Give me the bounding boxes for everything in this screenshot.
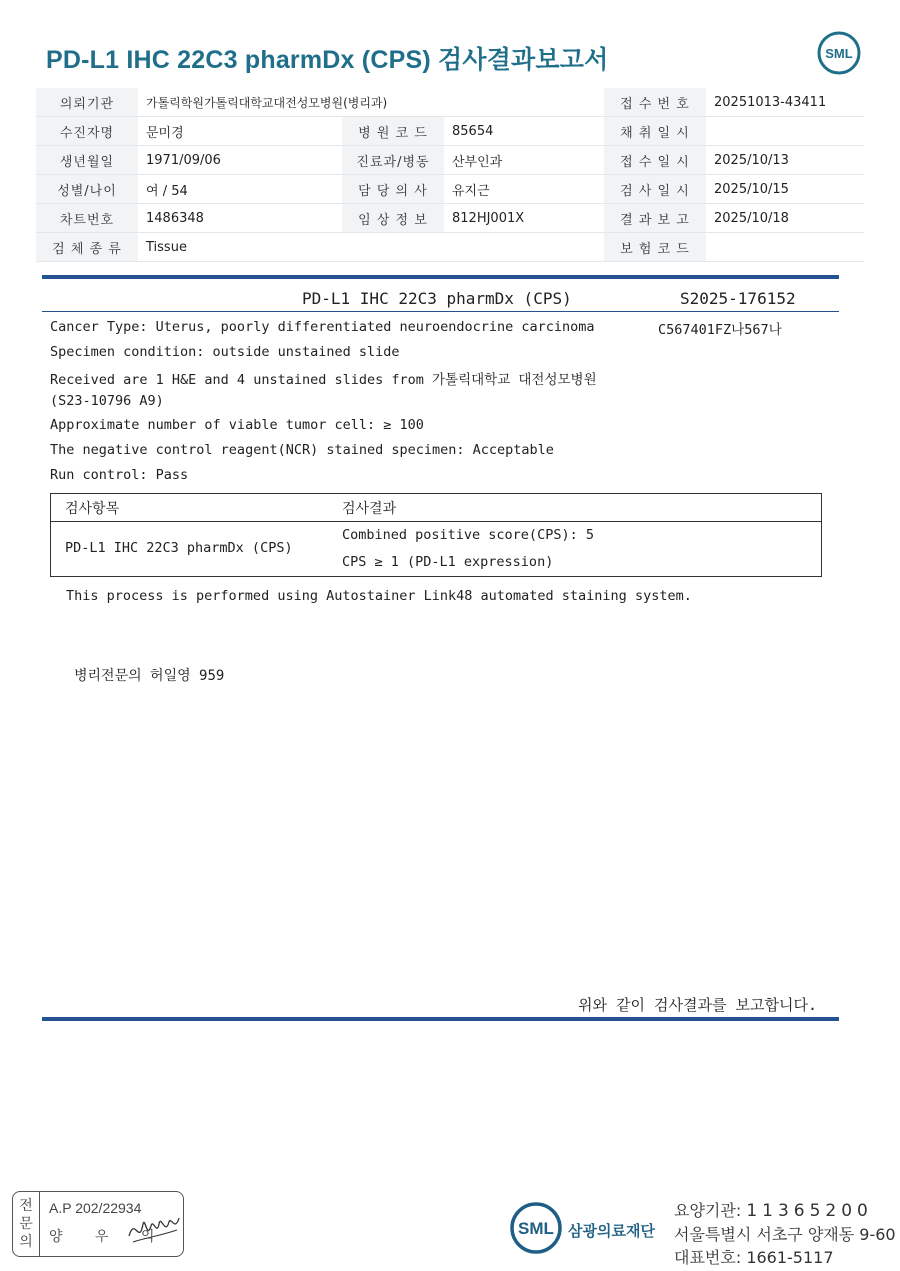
stamp-side-label: 전 문 의 bbox=[13, 1192, 40, 1256]
header-test-item: 검사항목 bbox=[65, 501, 120, 517]
divider bbox=[42, 1017, 839, 1021]
value-test-date: 2025/10/15 bbox=[706, 175, 864, 204]
divider bbox=[42, 275, 839, 279]
value-doctor: 유지근 bbox=[444, 175, 604, 204]
cps-score: Combined positive score(CPS): 5 bbox=[342, 527, 594, 543]
value-hospital-code: 85654 bbox=[444, 117, 604, 146]
sml-logo-icon bbox=[816, 30, 862, 76]
test-item: PD-L1 IHC 22C3 pharmDx (CPS) bbox=[65, 540, 293, 556]
value-birth-date: 1971/09/06 bbox=[138, 146, 342, 175]
value-receipt-date: 2025/10/13 bbox=[706, 146, 864, 175]
label-accession-number: 접 수 번 호 bbox=[604, 88, 706, 117]
table-row bbox=[36, 146, 864, 175]
value-department: 산부인과 bbox=[444, 146, 604, 175]
label-patient-name: 수진자명 bbox=[36, 117, 138, 146]
closing-statement: 위와 같이 검사결과를 보고합니다. bbox=[578, 996, 817, 1014]
label-receipt-date: 접 수 일 시 bbox=[604, 146, 706, 175]
label-sex-age: 성별/나이 bbox=[36, 175, 138, 204]
table-row bbox=[36, 233, 864, 262]
label-hospital-code: 병 원 코 드 bbox=[342, 117, 444, 146]
negative-control-line: The negative control reagent(NCR) stained specimen: Acceptable bbox=[50, 442, 554, 458]
specialist-stamp bbox=[12, 1191, 184, 1257]
label-insurance-code: 보 험 코 드 bbox=[604, 233, 706, 262]
test-name: PD-L1 IHC 22C3 pharmDx (CPS) bbox=[302, 289, 572, 308]
address: 서울특별시 서초구 양재동 9-60 bbox=[674, 1225, 896, 1244]
report-number: S2025-176152 bbox=[680, 289, 796, 308]
pathologist-signature: 병리전문의 허일영 959 bbox=[74, 668, 225, 684]
table-row bbox=[36, 117, 864, 146]
label-department: 진료과/병동 bbox=[342, 146, 444, 175]
label-chart-number: 차트번호 bbox=[36, 204, 138, 233]
label-requesting-institution: 의뢰기관 bbox=[36, 88, 138, 117]
specimen-condition-line: Specimen condition: outside unstained slide bbox=[50, 344, 400, 360]
label-doctor: 담 당 의 사 bbox=[342, 175, 444, 204]
stamp-name: 양 우 익 bbox=[49, 1229, 169, 1245]
table-row bbox=[36, 88, 864, 117]
specimen-code: C567401FZ나567나 bbox=[658, 322, 782, 338]
value-clinical-info: 812HJ001X bbox=[444, 204, 604, 233]
run-control-line: Run control: Pass bbox=[50, 467, 189, 483]
institution-code: 요양기관: 11365200 bbox=[674, 1201, 873, 1221]
value-requesting-institution: 가톨릭학원가톨릭대학교대전성모병원(병리과) bbox=[138, 88, 604, 117]
label-birth-date: 생년월일 bbox=[36, 146, 138, 175]
label-test-date: 검 사 일 시 bbox=[604, 175, 706, 204]
patient-info-table bbox=[36, 88, 864, 262]
svg-text:SML: SML bbox=[825, 46, 853, 61]
value-insurance-code bbox=[706, 233, 864, 262]
footer-brand bbox=[508, 1198, 668, 1258]
label-collection-date: 채 취 일 시 bbox=[604, 117, 706, 146]
phone-number: 대표번호: 1661-5117 bbox=[674, 1248, 834, 1267]
sml-brand-logo-icon bbox=[508, 1200, 564, 1256]
divider bbox=[42, 311, 839, 312]
value-chart-number: 1486348 bbox=[138, 204, 342, 233]
stamp-license: A.P 202/22934 bbox=[49, 1200, 142, 1216]
table-row bbox=[36, 204, 864, 233]
result-table-header bbox=[51, 494, 821, 522]
value-sex-age: 여 / 54 bbox=[138, 175, 342, 204]
label-specimen-type: 검 체 종 류 bbox=[36, 233, 138, 262]
value-specimen-type: Tissue bbox=[138, 233, 604, 262]
value-report-date: 2025/10/18 bbox=[706, 204, 864, 233]
result-table bbox=[50, 493, 822, 577]
handwritten-signature-icon bbox=[125, 1206, 183, 1248]
value-accession-number: 20251013-43411 bbox=[706, 88, 864, 117]
value-collection-date bbox=[706, 117, 864, 146]
header-test-result: 검사결과 bbox=[342, 501, 397, 517]
table-row bbox=[36, 175, 864, 204]
report-title: PD-L1 IHC 22C3 pharmDx (CPS) 검사결과보고서 bbox=[46, 46, 609, 74]
slide-id-line: (S23-10796 A9) bbox=[50, 393, 164, 409]
cancer-type-line: Cancer Type: Uterus, poorly differentiated neuroendocrine carcinoma bbox=[50, 319, 595, 335]
tumor-cell-count-line: Approximate number of viable tumor cell: ≥ 100 bbox=[50, 417, 424, 433]
brand-name: 삼광의료재단 bbox=[568, 1222, 655, 1240]
cps-interpretation: CPS ≥ 1 (PD-L1 expression) bbox=[342, 554, 554, 570]
value-patient-name: 문미경 bbox=[138, 117, 342, 146]
label-report-date: 결 과 보 고 bbox=[604, 204, 706, 233]
svg-text:SML: SML bbox=[518, 1219, 554, 1238]
label-clinical-info: 임 상 정 보 bbox=[342, 204, 444, 233]
received-slides-line: Received are 1 H&E and 4 unstained slides from 가톨릭대학교 대전성모병원 bbox=[50, 372, 597, 388]
process-note: This process is performed using Autostainer Link48 automated staining system. bbox=[66, 588, 692, 604]
